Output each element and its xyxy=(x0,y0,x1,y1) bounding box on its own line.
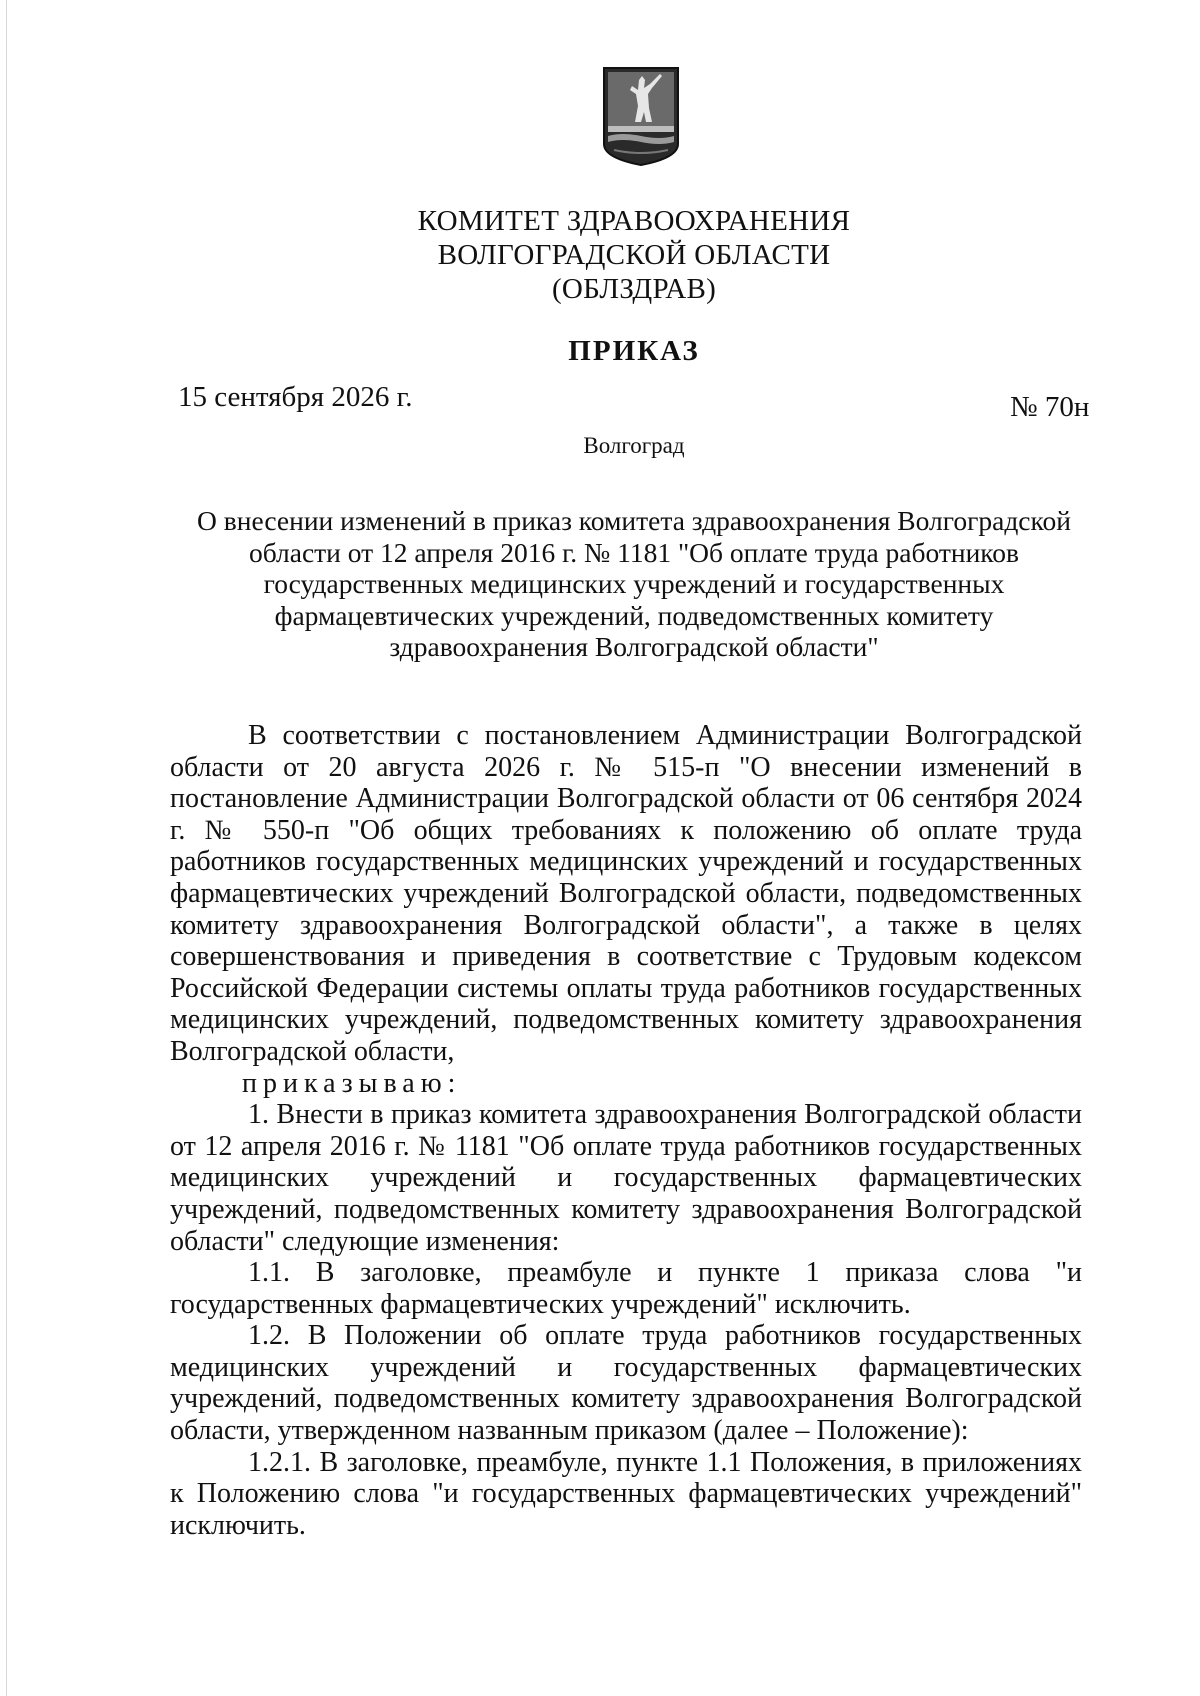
org-name-line-1: КОМИТЕТ ЗДРАВООХРАНЕНИЯ xyxy=(417,205,851,237)
coat-of-arms-icon xyxy=(602,66,680,166)
organization-header xyxy=(300,204,968,306)
document-place: Волгоград xyxy=(583,433,685,458)
item-1-paragraph: 1. Внести в приказ комитета здравоохранения Волгоградской области от 12 апреля 2016 г. № 1181 "Об оплате труда работников государственных медицинских учреждений и государственных фармацевтических учреждений, подведомственных комитету здравоохранения Волгоградской области" следующие изменения: xyxy=(170,1099,1082,1257)
title-line-1: О внесении изменений в приказ комитета здравоохранения Волгоградской xyxy=(197,505,1071,536)
org-abbreviation: (ОБЛЗДРАВ) xyxy=(551,273,717,305)
org-name-line-2: ВОЛГОГРАДСКОЙ ОБЛАСТИ xyxy=(437,239,831,271)
document-type: ПРИКАЗ xyxy=(568,335,700,367)
item-1-1-paragraph: 1.1. В заголовке, преамбуле и пункте 1 приказа слова "и государственных фармацевтических учреждений" исключить. xyxy=(170,1257,1082,1320)
item-1-2-paragraph: 1.2. В Положении об оплате труда работников государственных медицинских учреждений и государственных фармацевтических учреждений, подведомственных комитету здравоохранения Волгоградской области, утвержденном названным приказом (далее – Положение): xyxy=(170,1320,1082,1447)
title-line-5: здравоохранения Волгоградской области" xyxy=(389,631,879,662)
title-line-4: фармацевтических учреждений, подведомственных комитету xyxy=(274,599,994,631)
document-number: № 70н xyxy=(1010,391,1090,423)
item-1-2-1-paragraph: 1.2.1. В заголовке, преамбуле, пункте 1.1 Положения, в приложениях к Положению слова "и государственных фармацевтических учреждений" исключить. xyxy=(170,1446,1082,1541)
document-title xyxy=(160,505,1108,663)
document-body xyxy=(170,720,1082,1541)
order-word: приказываю: xyxy=(242,1067,462,1099)
preamble-paragraph: В соответствии с постановлением Администрации Волгоградской области от 20 августа 2026 г. № 515-п "О внесении изменений в постановление Администрации Волгоградской области от 06 сентября 2024 г. № 550-п "Об общих требованиях к положению об оплате труда работников государственных медицинских учреждений и государственных фармацевтических учреждений Волгоградской области, подведомственных комитету здравоохранения Волгоградской области", а также в целях совершенствования и приведения в соответствие с Трудовым кодексом Российской Федерации системы оплаты труда работников государственных медицинских учреждений, подведомственных комитету здравоохранения Волгоградской области, xyxy=(170,720,1082,1067)
document-date: 15 сентября 2026 г. xyxy=(178,381,413,413)
scan-edge-line xyxy=(6,0,7,1696)
title-line-3: государственных медицинских учреждений и государственных xyxy=(263,568,1005,599)
title-line-2: области от 12 апреля 2016 г. № 1181 "Об оплате труда работников xyxy=(248,536,1020,568)
